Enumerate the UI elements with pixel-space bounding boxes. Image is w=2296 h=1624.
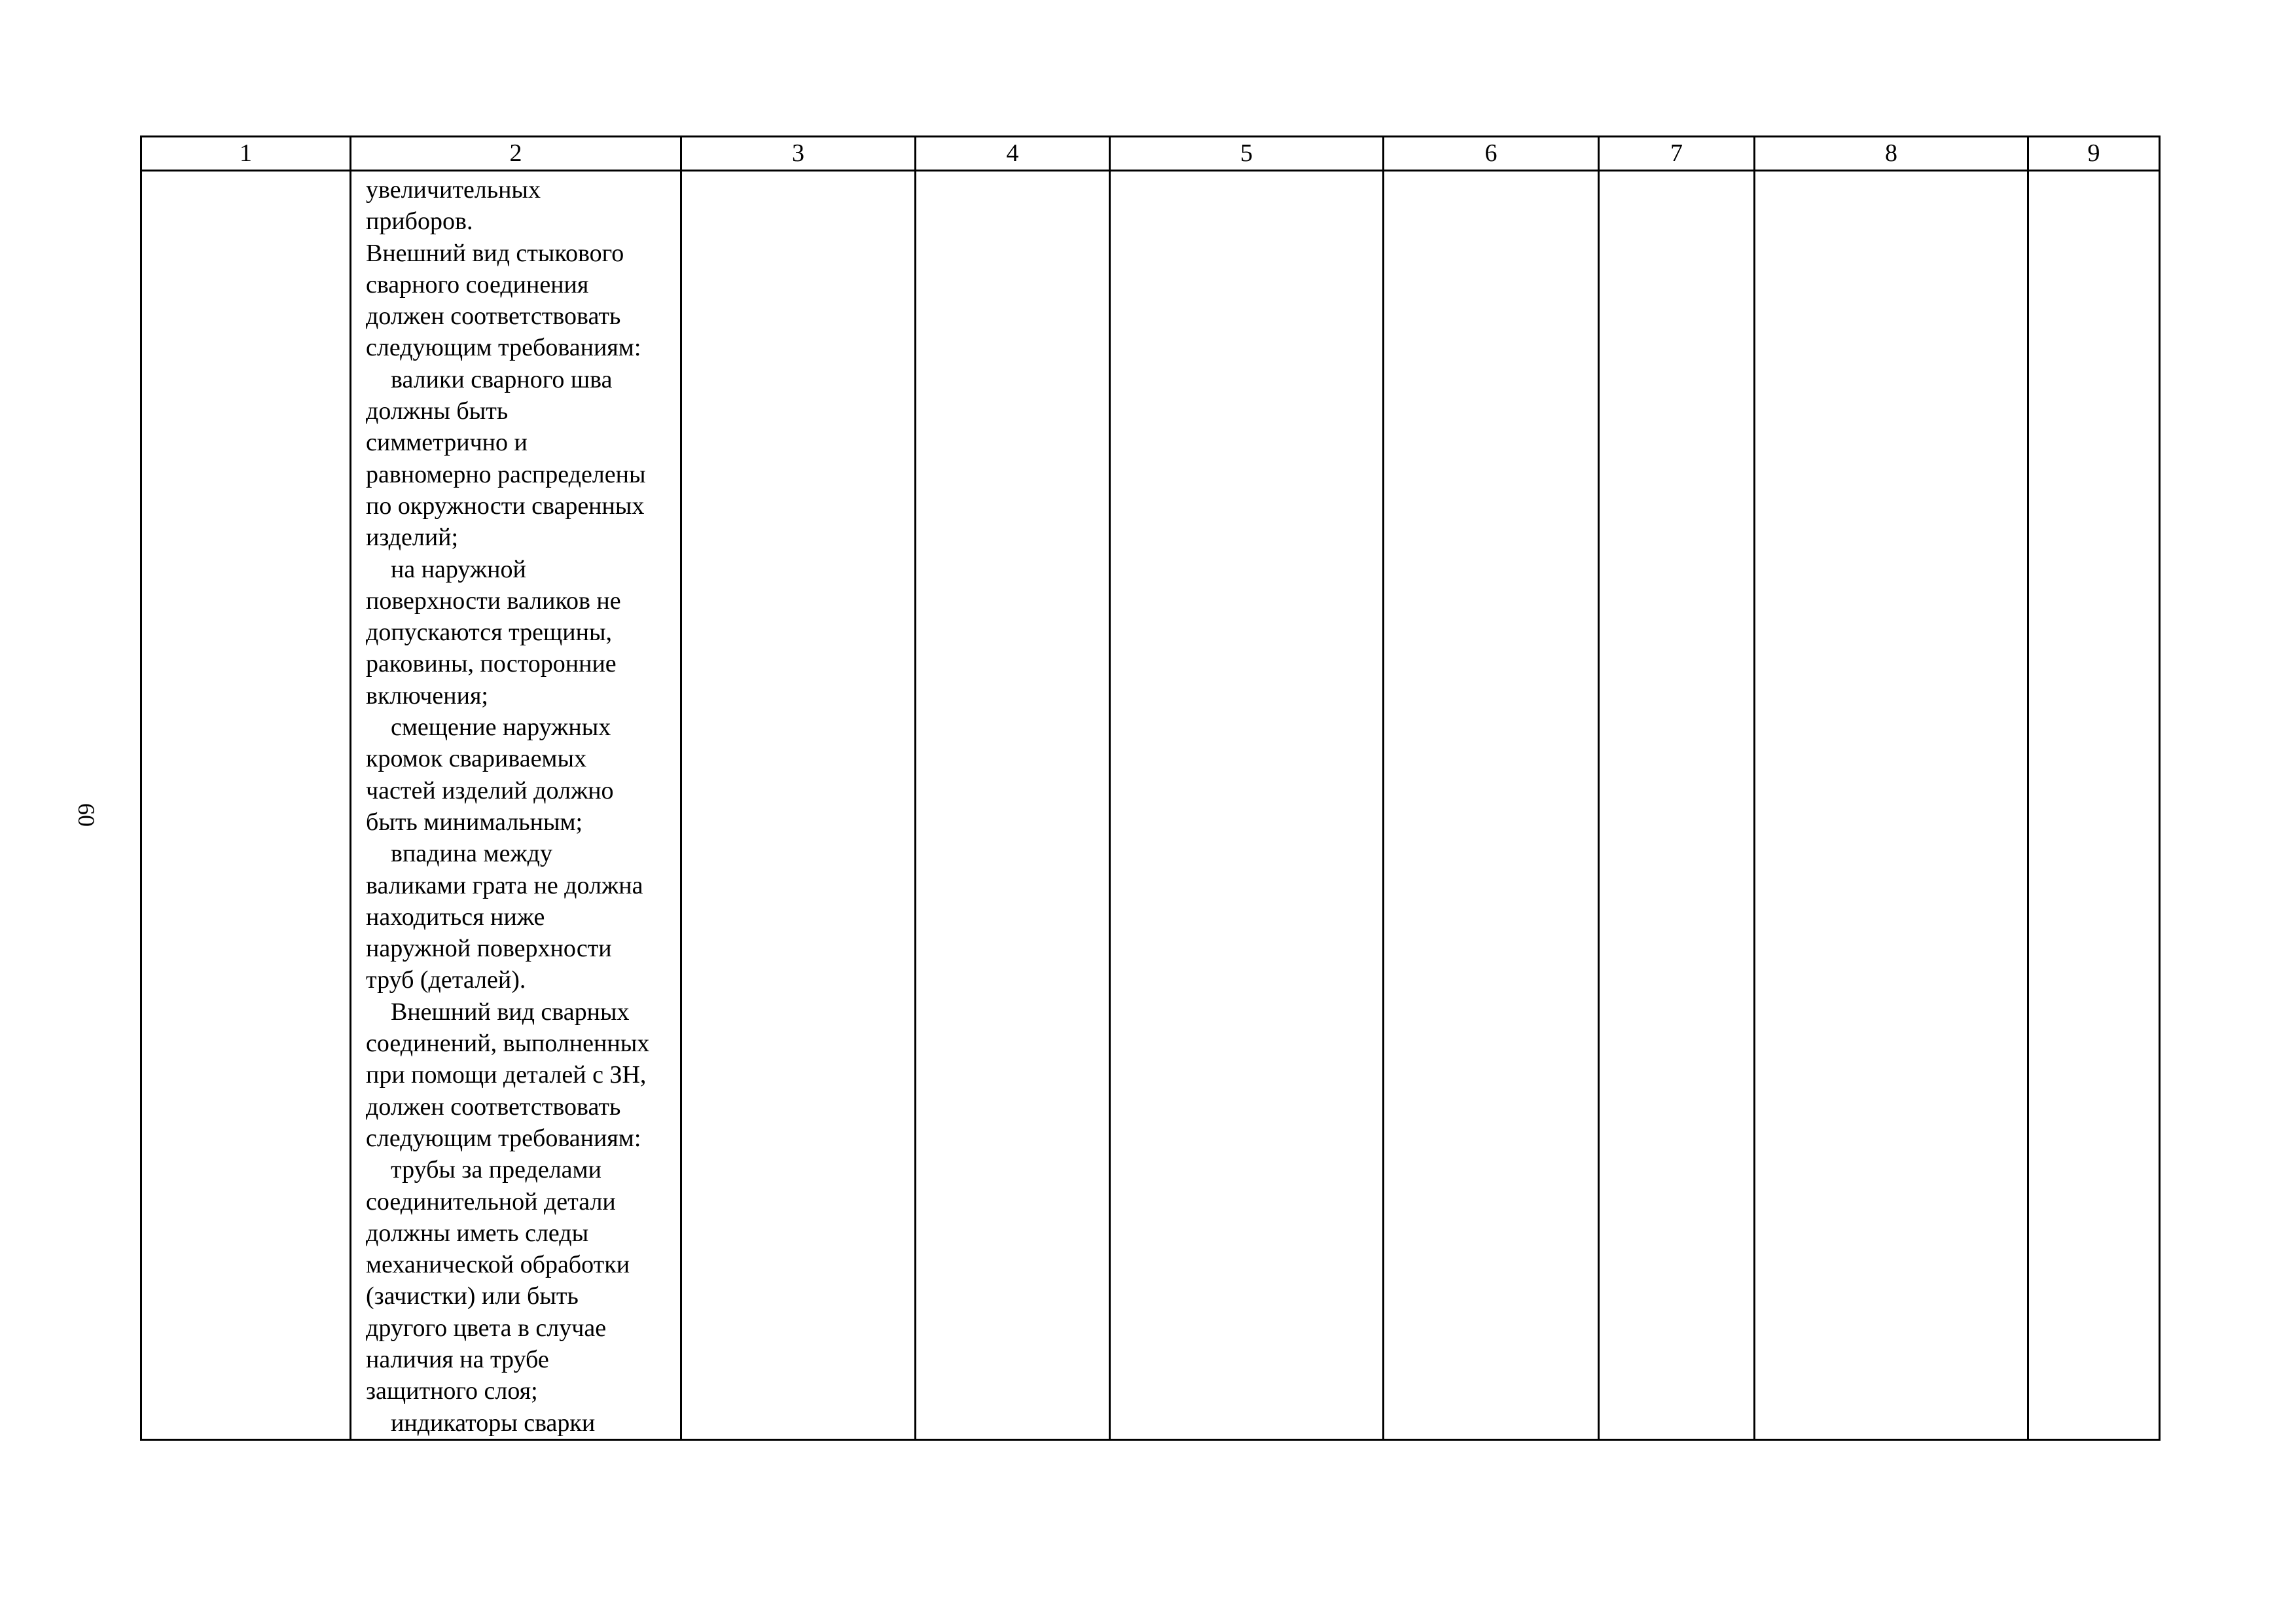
requirements-text <box>351 171 680 1439</box>
text-line: наружной поверхности <box>366 935 612 963</box>
column-header-5: 5 <box>1110 137 1384 171</box>
text-line: находиться ниже <box>366 903 545 931</box>
table-cell-col-2 <box>351 171 681 1440</box>
text-line: труб (деталей). <box>366 966 526 994</box>
text-line: поверхности валиков не <box>366 586 621 615</box>
text-line: кромок свариваемых <box>366 745 587 773</box>
column-header-1: 1 <box>141 137 351 171</box>
text-line: (зачистки) или быть <box>366 1282 579 1310</box>
text-line: должны иметь следы <box>366 1219 589 1247</box>
text-line: Внешний вид стыкового <box>366 239 624 267</box>
text-line: приборов. <box>366 208 473 236</box>
column-header-2: 2 <box>351 137 681 171</box>
text-line: должен соответствовать <box>366 1092 621 1121</box>
text-line: симметрично и <box>366 429 528 457</box>
page-number: 60 <box>73 803 99 827</box>
text-line: должны быть <box>366 397 509 425</box>
text-line: частей изделий должно <box>366 776 614 804</box>
text-line: соединительной детали <box>366 1187 616 1216</box>
text-line: раковины, посторонние <box>366 650 617 678</box>
text-line: допускаются трещины, <box>366 619 612 647</box>
table-cell-col-3 <box>681 171 916 1440</box>
text-line: по окружности сваренных <box>366 492 645 520</box>
text-line: соединений, выполненных <box>366 1030 650 1058</box>
table-cell-col-1 <box>141 171 351 1440</box>
table-cell-col-5 <box>1110 171 1384 1440</box>
table-cell-col-8 <box>1755 171 2028 1440</box>
text-line: индикаторы сварки <box>366 1409 596 1437</box>
text-line: другого цвета в случае <box>366 1314 607 1342</box>
text-line: впадина между <box>366 840 553 868</box>
document-table <box>140 135 2161 1441</box>
text-line: на наружной <box>366 555 526 583</box>
text-line: равномерно распределены <box>366 460 646 488</box>
column-header-8: 8 <box>1755 137 2028 171</box>
text-line: смещение наружных <box>366 713 611 742</box>
column-header-3: 3 <box>681 137 916 171</box>
text-line: защитного слоя; <box>366 1377 538 1405</box>
table-cell-col-4 <box>916 171 1110 1440</box>
column-header-7: 7 <box>1599 137 1755 171</box>
text-line: увеличительных <box>366 176 541 204</box>
text-line: механической обработки <box>366 1251 630 1279</box>
text-line: валики сварного шва <box>366 365 613 393</box>
text-line: следующим требованиям: <box>366 334 641 362</box>
text-line: валиками грата не должна <box>366 871 643 899</box>
text-line: быть минимальным; <box>366 808 583 836</box>
text-line: трубы за пределами <box>366 1156 601 1184</box>
table-cell-col-6 <box>1384 171 1599 1440</box>
text-line: изделий; <box>366 524 459 552</box>
table-header-row <box>141 137 2160 171</box>
table-cell-col-7 <box>1599 171 1755 1440</box>
text-line: сварного соединения <box>366 270 589 298</box>
text-line: Внешний вид сварных <box>366 998 630 1026</box>
text-line: включения; <box>366 681 488 710</box>
table-cell-col-9 <box>2028 171 2160 1440</box>
column-header-4: 4 <box>916 137 1110 171</box>
text-line: наличия на трубе <box>366 1345 549 1373</box>
column-header-6: 6 <box>1384 137 1599 171</box>
text-line: следующим требованиям: <box>366 1124 641 1152</box>
text-line: должен соответствовать <box>366 302 621 331</box>
column-header-9: 9 <box>2028 137 2160 171</box>
text-line: при помощи деталей с ЗН, <box>366 1061 647 1089</box>
table-row <box>141 171 2160 1440</box>
